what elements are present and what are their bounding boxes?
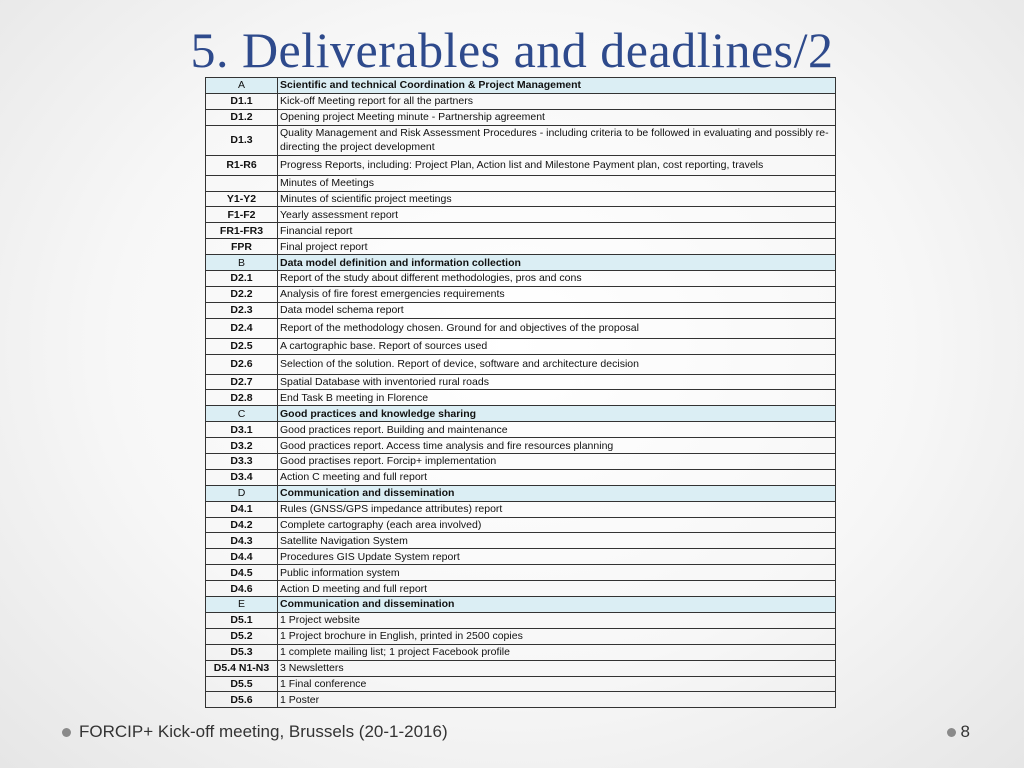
table-row <box>206 533 836 549</box>
deliverable-code: A <box>206 78 278 94</box>
deliverable-code: D4.1 <box>206 501 278 517</box>
deliverable-code: E <box>206 597 278 613</box>
deliverable-description: Good practices report. Access time analysis and fire resources planning <box>278 438 836 454</box>
table-section-row <box>206 597 836 613</box>
deliverable-description: Analysis of fire forest emergencies requirements <box>278 286 836 302</box>
table-row <box>206 581 836 597</box>
deliverable-description: Communication and dissemination <box>278 597 836 613</box>
deliverable-description: Kick-off Meeting report for all the partners <box>278 93 836 109</box>
deliverable-description: End Task B meeting in Florence <box>278 390 836 406</box>
deliverable-description: Quality Management and Risk Assessment Procedures - including criteria to be followed in evaluating and possibly re-directing the project development <box>278 125 836 155</box>
page-bullet-icon <box>947 728 956 737</box>
table-row <box>206 374 836 390</box>
deliverable-description: Selection of the solution. Report of device, software and architecture decision <box>278 354 836 374</box>
deliverable-code: F1-F2 <box>206 207 278 223</box>
deliverable-code: D5.3 <box>206 644 278 660</box>
deliverable-description: 3 Newsletters <box>278 660 836 676</box>
deliverable-description: 1 Project brochure in English, printed in 2500 copies <box>278 628 836 644</box>
deliverable-code: D2.2 <box>206 286 278 302</box>
table-row <box>206 644 836 660</box>
table-row <box>206 628 836 644</box>
deliverable-description: Opening project Meeting minute - Partnership agreement <box>278 109 836 125</box>
deliverable-code: D2.5 <box>206 338 278 354</box>
deliverable-code: D5.2 <box>206 628 278 644</box>
deliverable-code: D2.1 <box>206 271 278 287</box>
table-row <box>206 109 836 125</box>
table-row <box>206 175 836 191</box>
deliverable-description: Minutes of scientific project meetings <box>278 191 836 207</box>
deliverable-description: 1 Final conference <box>278 676 836 692</box>
deliverable-code: D2.7 <box>206 374 278 390</box>
deliverable-code: D2.8 <box>206 390 278 406</box>
deliverable-code: D5.1 <box>206 612 278 628</box>
deliverable-code: D2.6 <box>206 354 278 374</box>
deliverable-code: FPR <box>206 239 278 255</box>
deliverable-code: D3.3 <box>206 454 278 470</box>
deliverable-description: 1 Poster <box>278 692 836 708</box>
table-row <box>206 438 836 454</box>
deliverable-description: Good practises report. Forcip+ implementation <box>278 454 836 470</box>
deliverable-description: 1 Project website <box>278 612 836 628</box>
deliverable-description: Data model schema report <box>278 302 836 318</box>
table-section-row <box>206 255 836 271</box>
deliverable-description: A cartographic base. Report of sources used <box>278 338 836 354</box>
table-row <box>206 660 836 676</box>
footer-text: FORCIP+ Kick-off meeting, Brussels (20-1-2016) <box>79 722 448 741</box>
deliverable-code: D1.2 <box>206 109 278 125</box>
deliverable-description: 1 complete mailing list; 1 project Facebook profile <box>278 644 836 660</box>
table-row <box>206 501 836 517</box>
deliverable-code: D4.5 <box>206 565 278 581</box>
table-row <box>206 469 836 485</box>
table-row <box>206 692 836 708</box>
table-row <box>206 422 836 438</box>
table-row <box>206 612 836 628</box>
deliverables-table-body <box>206 78 836 708</box>
deliverable-code: D4.6 <box>206 581 278 597</box>
deliverable-code: D4.4 <box>206 549 278 565</box>
deliverable-code: D3.2 <box>206 438 278 454</box>
table-row <box>206 565 836 581</box>
deliverable-code <box>206 175 278 191</box>
deliverable-description: Communication and dissemination <box>278 485 836 501</box>
deliverable-code: D5.5 <box>206 676 278 692</box>
deliverable-description: Data model definition and information collection <box>278 255 836 271</box>
deliverable-description: Rules (GNSS/GPS impedance attributes) report <box>278 501 836 517</box>
table-row <box>206 390 836 406</box>
deliverable-code: D4.3 <box>206 533 278 549</box>
deliverable-description: Public information system <box>278 565 836 581</box>
table-row <box>206 302 836 318</box>
deliverable-code: D5.4 N1-N3 <box>206 660 278 676</box>
deliverable-code: D1.3 <box>206 125 278 155</box>
deliverable-description: Scientific and technical Coordination & Project Management <box>278 78 836 94</box>
table-row <box>206 676 836 692</box>
footer-bullet-icon <box>62 728 71 737</box>
table-row <box>206 125 836 155</box>
table-row <box>206 239 836 255</box>
deliverable-description: Good practices and knowledge sharing <box>278 406 836 422</box>
page-number-area <box>947 722 970 742</box>
table-row <box>206 155 836 175</box>
table-row <box>206 517 836 533</box>
slide-title: 5. Deliverables and deadlines/2 <box>190 22 834 78</box>
table-row <box>206 223 836 239</box>
deliverables-table <box>205 77 836 708</box>
deliverable-code: B <box>206 255 278 271</box>
table-row <box>206 454 836 470</box>
table-row <box>206 286 836 302</box>
table-section-row <box>206 78 836 94</box>
deliverable-description: Final project report <box>278 239 836 255</box>
deliverable-code: D <box>206 485 278 501</box>
deliverable-description: Minutes of Meetings <box>278 175 836 191</box>
table-row <box>206 318 836 338</box>
page-number: 8 <box>960 722 970 741</box>
deliverable-code: D5.6 <box>206 692 278 708</box>
deliverable-description: Progress Reports, including: Project Plan, Action list and Milestone Payment plan, cost reporting, travels <box>278 155 836 175</box>
deliverable-code: Y1-Y2 <box>206 191 278 207</box>
deliverables-table-container <box>205 77 835 708</box>
deliverable-description: Complete cartography (each area involved) <box>278 517 836 533</box>
deliverable-code: D4.2 <box>206 517 278 533</box>
deliverable-code: D2.4 <box>206 318 278 338</box>
deliverable-description: Procedures GIS Update System report <box>278 549 836 565</box>
table-section-row <box>206 485 836 501</box>
table-row <box>206 354 836 374</box>
table-row <box>206 93 836 109</box>
deliverable-description: Yearly assessment report <box>278 207 836 223</box>
table-row <box>206 271 836 287</box>
deliverable-description: Financial report <box>278 223 836 239</box>
deliverable-code: D1.1 <box>206 93 278 109</box>
table-row <box>206 338 836 354</box>
deliverable-code: D3.4 <box>206 469 278 485</box>
deliverable-code: R1-R6 <box>206 155 278 175</box>
deliverable-code: D3.1 <box>206 422 278 438</box>
deliverable-description: Good practices report. Building and maintenance <box>278 422 836 438</box>
deliverable-code: FR1-FR3 <box>206 223 278 239</box>
deliverable-code: D2.3 <box>206 302 278 318</box>
deliverable-description: Report of the methodology chosen. Ground for and objectives of the proposal <box>278 318 836 338</box>
deliverable-description: Action D meeting and full report <box>278 581 836 597</box>
deliverable-description: Satellite Navigation System <box>278 533 836 549</box>
deliverable-description: Report of the study about different methodologies, pros and cons <box>278 271 836 287</box>
table-section-row <box>206 406 836 422</box>
deliverable-code: C <box>206 406 278 422</box>
table-row <box>206 549 836 565</box>
deliverable-description: Spatial Database with inventoried rural roads <box>278 374 836 390</box>
table-row <box>206 207 836 223</box>
table-row <box>206 191 836 207</box>
slide-footer <box>62 722 448 742</box>
deliverable-description: Action C meeting and full report <box>278 469 836 485</box>
